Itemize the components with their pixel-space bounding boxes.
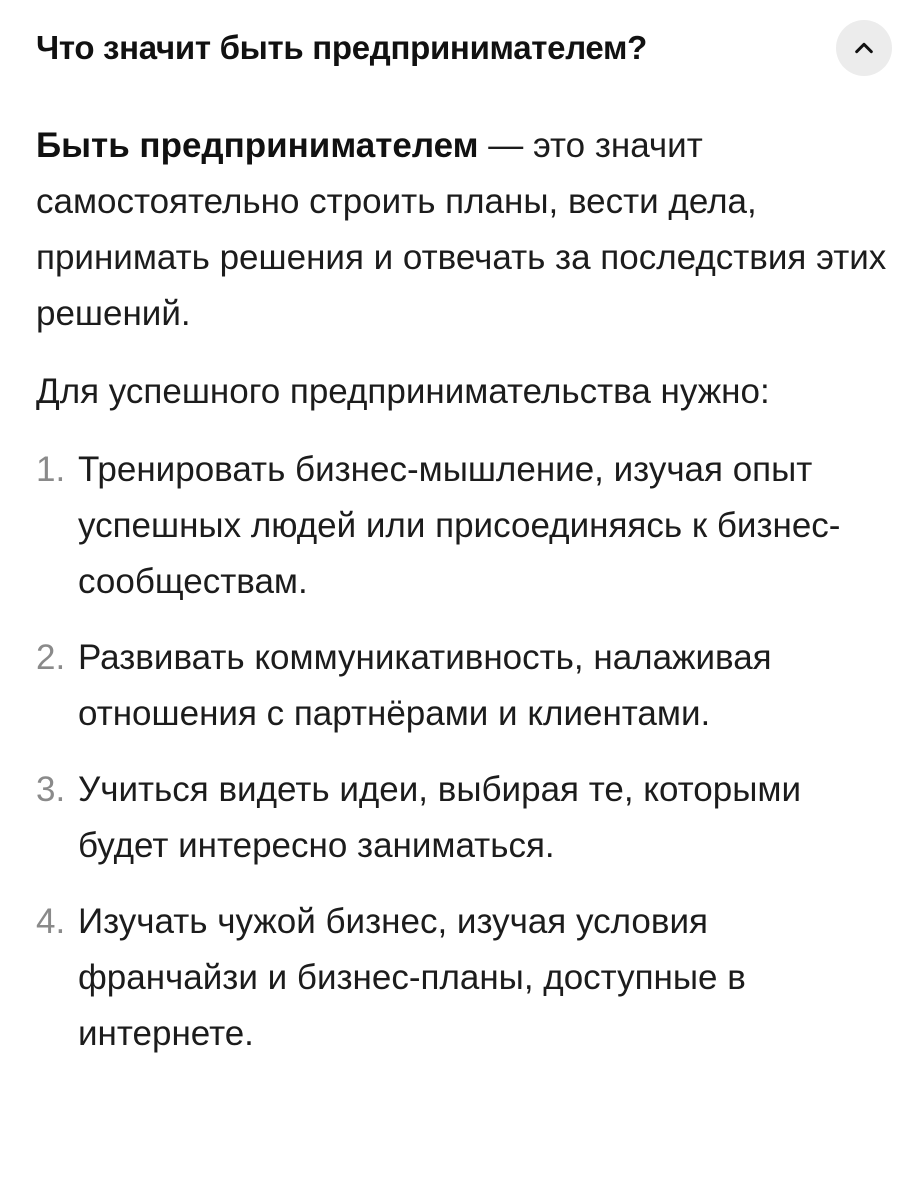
definition-text: — это значит самостоятельно строить планы, вести дела, принимать решения и отвечать за последствия этих решений. [36, 126, 887, 333]
list-item [36, 442, 892, 610]
faq-question-header[interactable] [36, 0, 892, 96]
definition-term: Быть предпринимателем [36, 126, 479, 165]
step-number: 4. [36, 902, 66, 941]
step-text: Изучать чужой бизнес, изучая условия франчайзи и бизнес-планы, доступные в интернете. [78, 902, 746, 1053]
definition-paragraph [36, 118, 892, 342]
step-number: 2. [36, 638, 66, 677]
step-text: Тренировать бизнес-мышление, изучая опыт успешных людей или присоединяясь к бизнес-сообществам. [78, 450, 841, 601]
question-title: Что значит быть предпринимателем? [36, 29, 648, 66]
step-number: 1. [36, 450, 66, 489]
steps-list [36, 442, 892, 1062]
step-text: Учиться видеть идеи, выбирая те, которыми будет интересно заниматься. [78, 770, 802, 865]
answer-body [36, 118, 892, 1062]
chevron-up-icon [853, 37, 875, 59]
list-item [36, 630, 892, 742]
list-item [36, 894, 892, 1062]
list-item [36, 762, 892, 874]
step-text: Развивать коммуникативность, налаживая отношения с партнёрами и клиентами. [78, 638, 772, 733]
collapse-button[interactable] [836, 20, 892, 76]
intro-paragraph: Для успешного предпринимательства нужно: [36, 372, 770, 411]
step-number: 3. [36, 770, 66, 809]
